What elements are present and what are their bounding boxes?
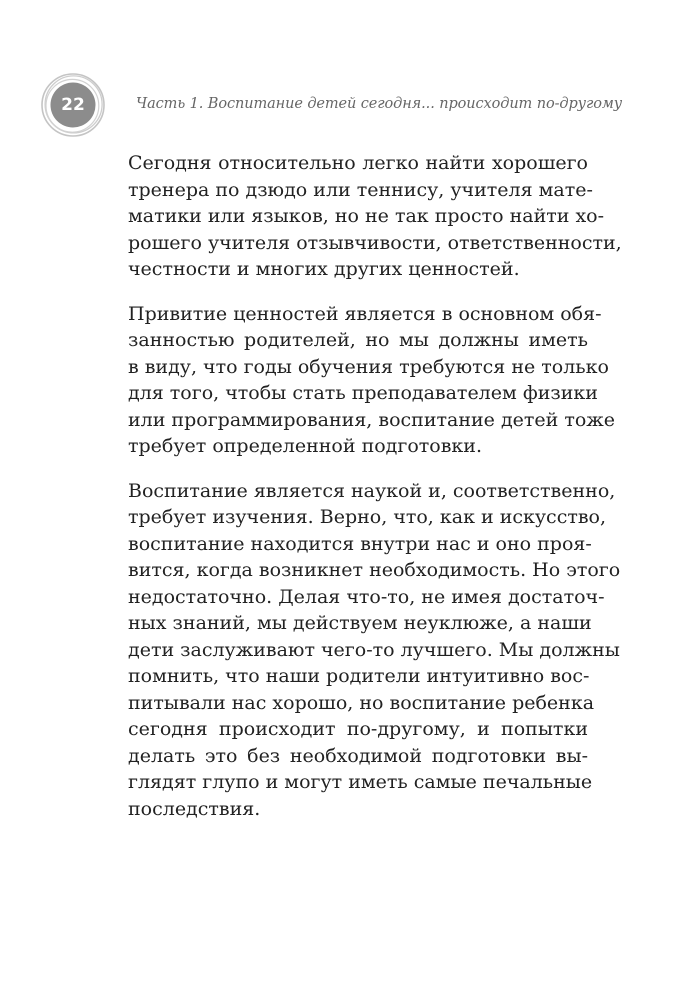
text-line: или программирования, воспитание детей тоже [128,408,616,431]
text-line: Привитие ценностей является в основном обя- [128,302,602,325]
text-line: дети заслуживают чего-то лучшего. Мы должны [128,638,620,661]
text-line: для того, чтобы стать преподавателем физики [128,382,598,404]
text-line: ных знаний, мы действуем неуклюже, а наши [128,612,592,634]
text-line: занностью родителей, но мы должны иметь [128,329,588,351]
text-line: воспитание находится внутри нас и оно проя- [128,532,592,555]
text-line: тренера по дзюдо или теннису, учителя мате- [128,178,593,201]
paragraph-3 [128,478,621,823]
paragraph-1 [128,150,622,283]
paragraph-2 [128,301,616,460]
body-text [128,150,622,840]
running-title: Часть 1. Воспитание детей сегодня... происходит по-другому [136,96,623,112]
text-line: в виду, что годы обучения требуются не только [128,355,609,378]
text-line: недостаточно. Делая что-то, не имея достаточ- [128,585,605,608]
text-line: матики или языков, но не так просто найти хо- [128,205,605,227]
page-header [38,70,658,140]
text-line: последствия. [128,797,261,820]
text-line: Сегодня относительно легко найти хорошего [128,152,588,174]
text-line: Воспитание является наукой и, соответственно, [128,479,616,502]
text-line: питывали нас хорошо, но воспитание ребенка [128,691,595,714]
text-line: требует определенной подготовки. [128,435,482,457]
page-number: 22 [61,95,85,115]
text-line: рошего учителя отзывчивости, ответственности, [128,231,622,254]
text-line: вится, когда возникнет необходимость. Но этого [128,559,621,581]
text-line: честности и многих других ценностей. [128,258,520,280]
text-line: требует изучения. Верно, что, как и искусство, [128,506,607,528]
page-number-badge [38,70,108,140]
text-line: помнить, что наши родители интуитивно вос- [128,665,590,687]
text-line: глядят глупо и могут иметь самые печальные [128,771,593,793]
text-line: делать это без необходимой подготовки вы- [128,744,588,767]
text-line: сегодня происходит по-другому, и попытки [128,718,588,740]
